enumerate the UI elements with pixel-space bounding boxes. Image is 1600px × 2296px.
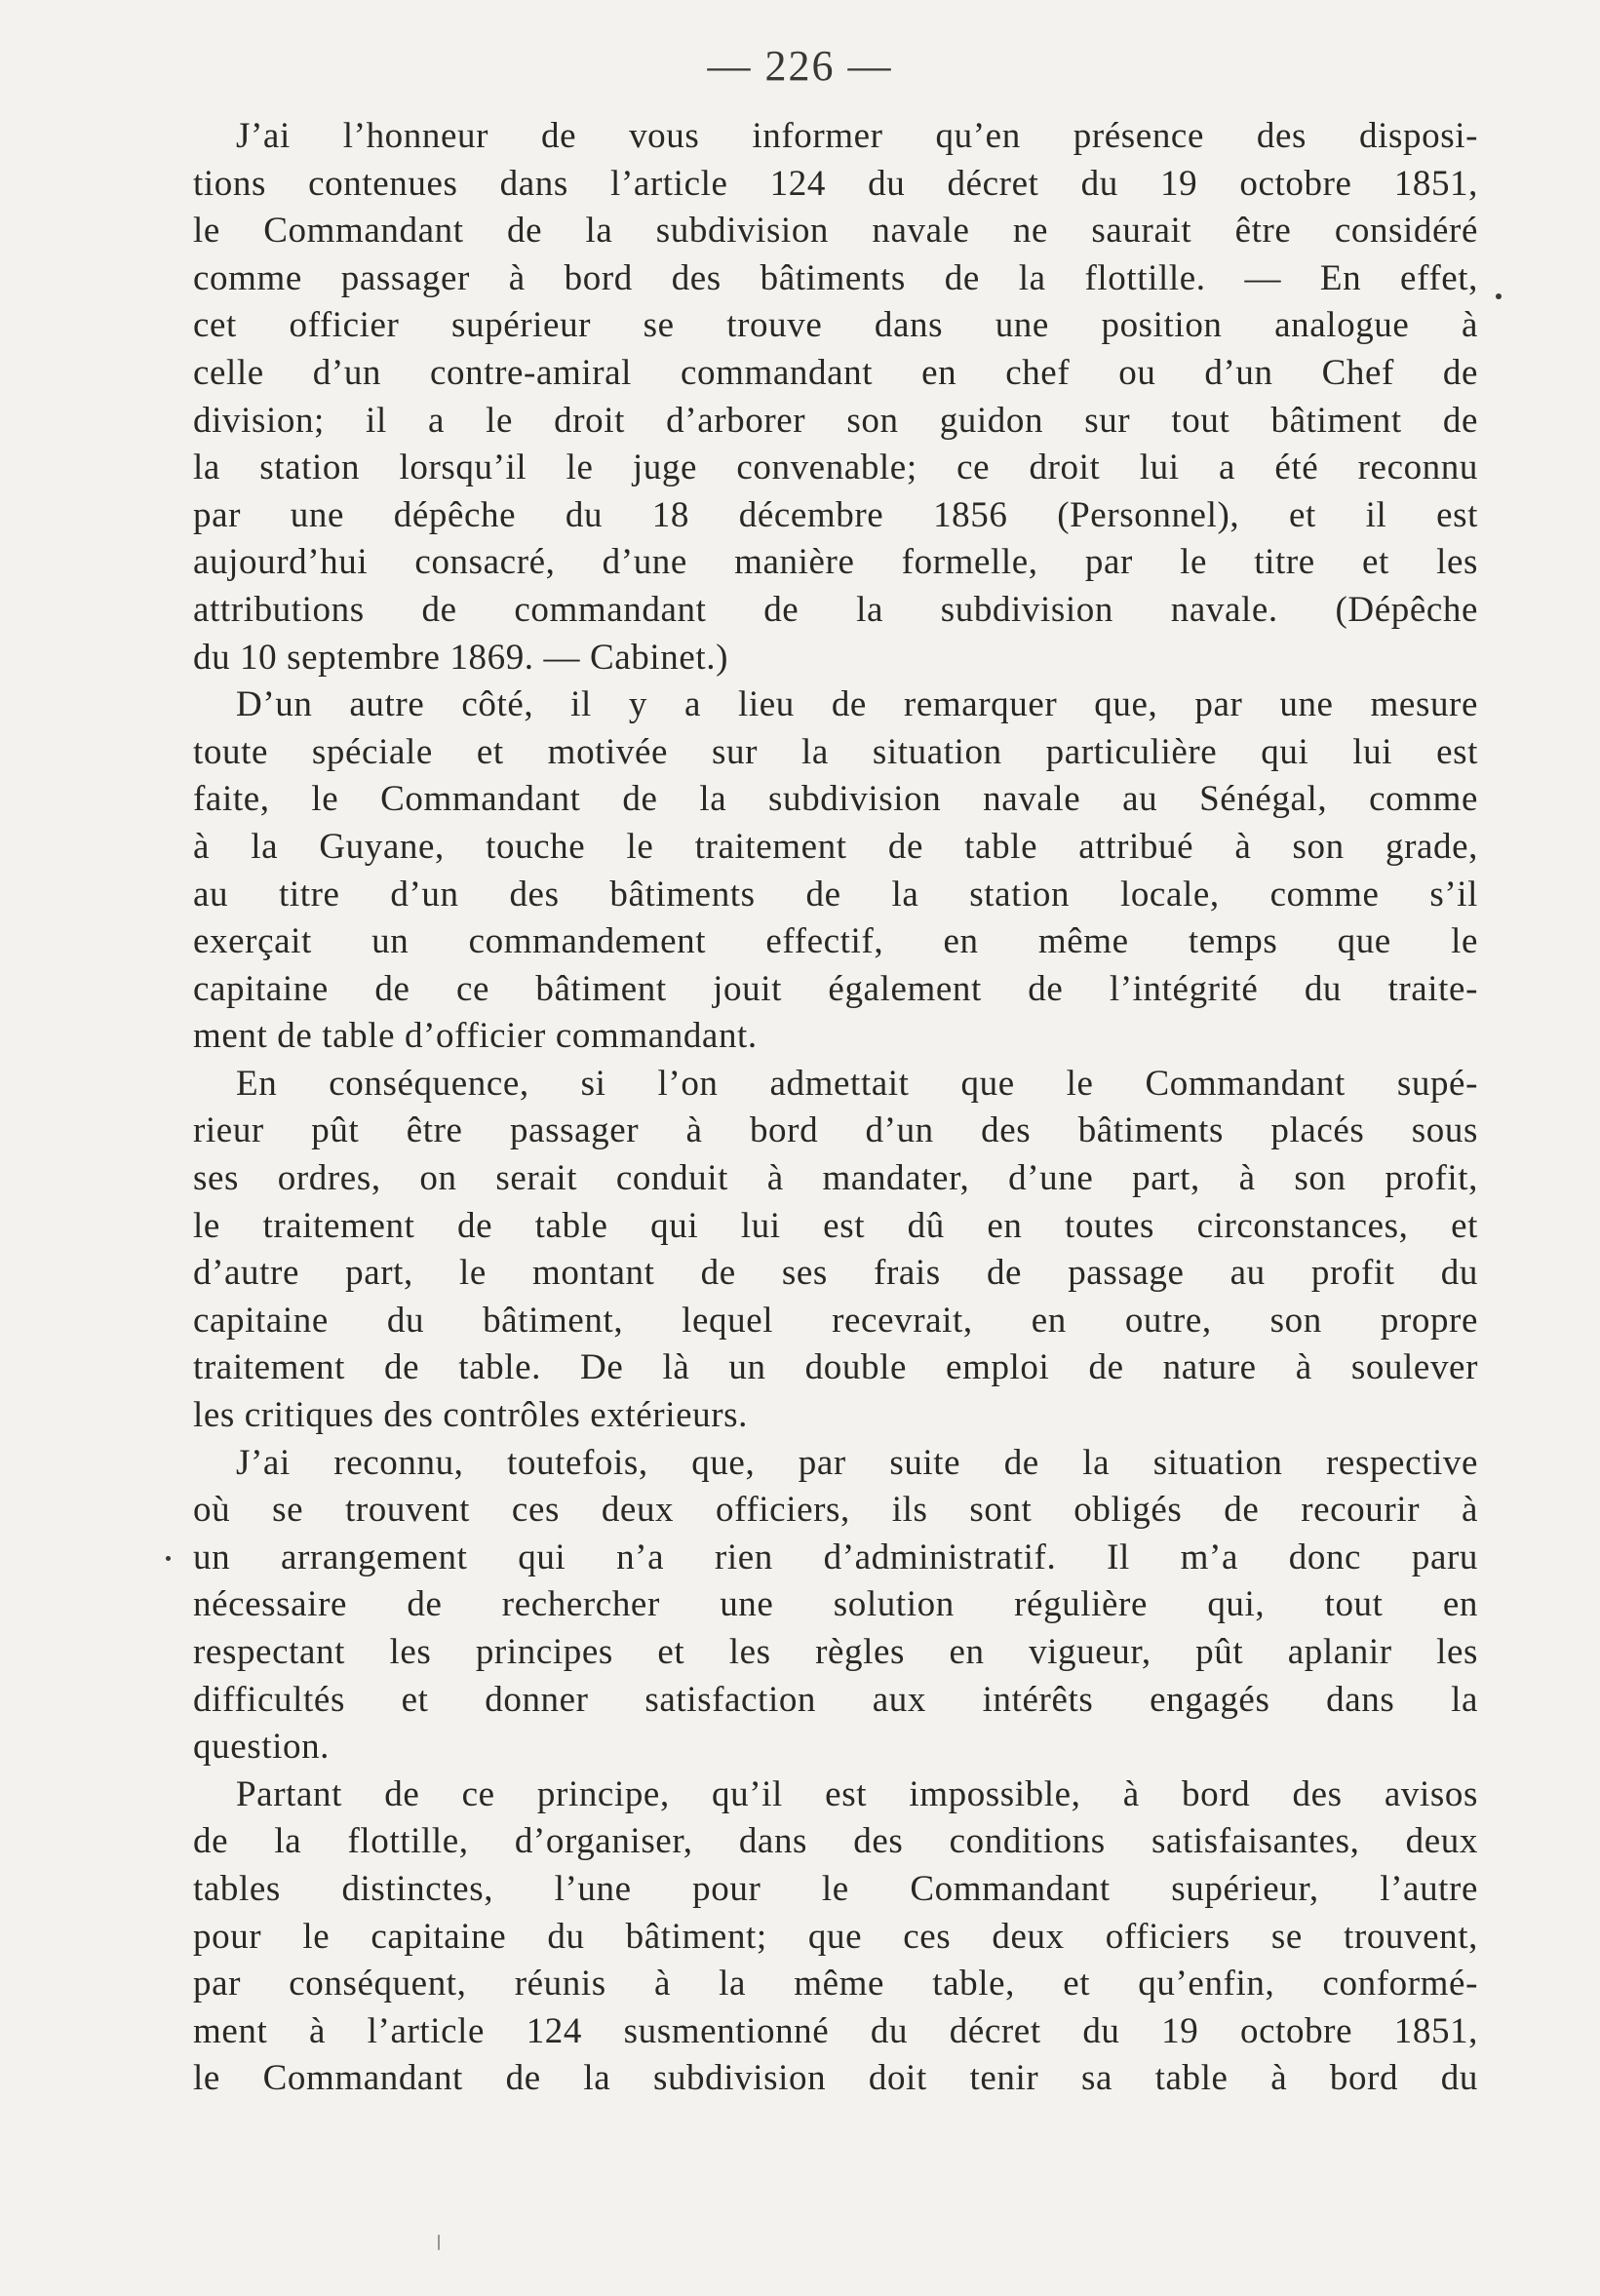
text-line: comme passager à bord des bâtiments de la flottille. — En effet, — [193, 257, 1478, 298]
ink-speck — [438, 2235, 440, 2250]
text-line: au titre d’un des bâtiments de la station locale, comme s’il — [193, 874, 1478, 915]
text-line: nécessaire de rechercher une solution régulière qui, tout en — [193, 1584, 1478, 1625]
text-line: D’un autre côté, il y a lieu de remarquer que, par une mesure — [236, 684, 1478, 725]
text-line: celle d’un contre-amiral commandant en chef ou d’un Chef de — [193, 352, 1478, 393]
text-line: ment à l’article 124 susmentionné du décret du 19 octobre 1851, — [193, 2010, 1478, 2051]
text-line: un arrangement qui n’a rien d’administratif. Il m’a donc paru — [193, 1537, 1478, 1577]
text-line: tions contenues dans l’article 124 du décret du 19 octobre 1851, — [193, 163, 1478, 204]
text-line: d’autre part, le montant de ses frais de passage au profit du — [193, 1253, 1478, 1294]
text-line: rieur pût être passager à bord d’un des bâtiments placés sous — [193, 1110, 1478, 1151]
text-line: question. — [193, 1727, 331, 1768]
ink-speck — [1496, 293, 1502, 299]
text-line: J’ai l’honneur de vous informer qu’en présence des disposi- — [236, 116, 1478, 156]
text-line: faite, le Commandant de la subdivision navale au Sénégal, comme — [193, 779, 1478, 820]
text-line: tables distinctes, l’une pour le Commandant supérieur, l’autre — [193, 1868, 1478, 1909]
text-line: où se trouvent ces deux officiers, ils sont obligés de recourir à — [193, 1490, 1478, 1531]
text-line: le Commandant de la subdivision doit tenir sa table à bord du — [193, 2058, 1478, 2099]
text-line: cet officier supérieur se trouve dans une position analogue à — [193, 305, 1478, 346]
text-line: ment de table d’officier commandant. — [193, 1016, 758, 1057]
text-line: difficultés et donner satisfaction aux intérêts engagés dans la — [193, 1679, 1478, 1720]
text-line: Partant de ce principe, qu’il est impossible, à bord des avisos — [236, 1773, 1478, 1814]
text-line: par une dépêche du 18 décembre 1856 (Personnel), et il est — [193, 494, 1478, 535]
text-line: capitaine de ce bâtiment jouit également de l’intégrité du traite- — [193, 968, 1478, 1009]
text-line: le Commandant de la subdivision navale ne saurait être considéré — [193, 211, 1478, 252]
text-line: traitement de table. De là un double emploi de nature à soulever — [193, 1347, 1478, 1388]
text-line: le traitement de table qui lui est dû en toutes circonstances, et — [193, 1205, 1478, 1246]
text-line: division; il a le droit d’arborer son guidon sur tout bâtiment de — [193, 400, 1478, 441]
text-line: toute spéciale et motivée sur la situation particulière qui lui est — [193, 731, 1478, 772]
page-number: — 226 — — [707, 42, 893, 90]
text-line: pour le capitaine du bâtiment; que ces deux officiers se trouvent, — [193, 1916, 1478, 1957]
body-text — [193, 113, 1478, 2103]
text-line: ses ordres, on serait conduit à mandater, d’une part, à son profit, — [193, 1158, 1478, 1199]
text-line: aujourd’hui consacré, d’une manière formelle, par le titre et les — [193, 542, 1478, 583]
text-line: du 10 septembre 1869. — Cabinet.) — [193, 637, 729, 678]
ink-speck — [166, 1556, 171, 1561]
text-line: J’ai reconnu, toutefois, que, par suite de la situation respective — [236, 1442, 1478, 1483]
text-line: par conséquent, réunis à la même table, et qu’enfin, conformé- — [193, 1964, 1478, 2004]
text-line: En conséquence, si l’on admettait que le Commandant supé- — [236, 1063, 1478, 1104]
text-line: capitaine du bâtiment, lequel recevrait, en outre, son propre — [193, 1300, 1478, 1341]
text-line: les critiques des contrôles extérieurs. — [193, 1395, 748, 1436]
text-line: la station lorsqu’il le juge convenable; ce droit lui a été reconnu — [193, 448, 1478, 488]
text-line: attributions de commandant de la subdivision navale. (Dépêche — [193, 589, 1478, 630]
text-line: de la flottille, d’organiser, dans des conditions satisfaisantes, deux — [193, 1821, 1478, 1862]
text-line: exerçait un commandement effectif, en même temps que le — [193, 921, 1478, 962]
text-line: respectant les principes et les règles en vigueur, pût aplanir les — [193, 1632, 1478, 1672]
text-line: à la Guyane, touche le traitement de table attribué à son grade, — [193, 826, 1478, 867]
